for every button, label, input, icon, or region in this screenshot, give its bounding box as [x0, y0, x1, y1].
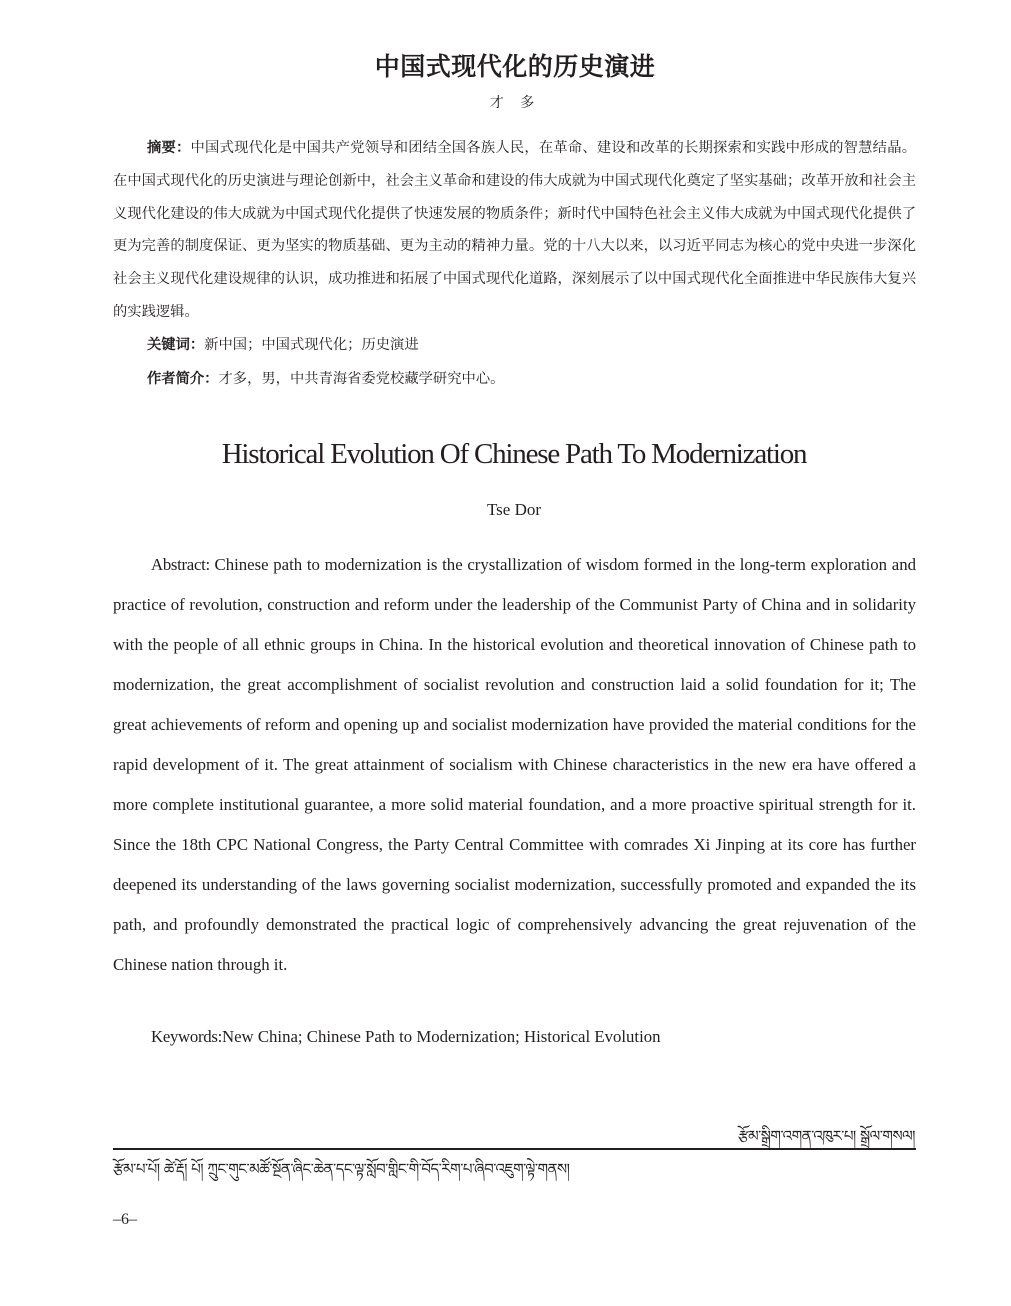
- english-keywords-text: New China; Chinese Path to Modernization; Historical Evolution: [221, 1027, 661, 1046]
- english-abstract: [113, 545, 916, 985]
- tibetan-title-line: རྩོམ་པ་པོ། ཚེ་རྡོ། པོ། ཀྲུང་གུང་མཚོ་སྔོན་ཞིང་ཆེན་དང་ལྟ་སློབ་གླིང་གི་བོད་རིག་པ་ཞིབ་འཇུག་ལྟེ་གནས།: [113, 1160, 570, 1178]
- chinese-abstract-text: 中国式现代化是中国共产党领导和团结全国各族人民，在革命、建设和改革的长期探索和实践中形成的智慧结晶。在中国式现代化的历史演进与理论创新中，社会主义革命和建设的伟大成就为中国式现代化奠定了坚实基础；改革开放和社会主义现代化建设的伟大成就为中国式现代化提供了快速发展的物质条件；新时代中国特色社会主义伟大成就为中国式现代化提供了更为完善的制度保证、更为坚实的物质基础、更为主动的精神力量。党的十八大以来，以习近平同志为核心的党中央进一步深化社会主义现代化建设规律的认识，成功推进和拓展了中国式现代化道路，深刻展示了以中国式现代化全面推进中华民族伟大复兴的实践逻辑。: [113, 140, 917, 320]
- footer-divider: [113, 1148, 916, 1150]
- tibetan-journal-line: རྩོམ་སྒྲིག་འགན་འཁུར་པ། སྒྲོལ་གསལ།: [737, 1127, 915, 1145]
- english-keywords-label: Keywords:: [151, 1027, 222, 1046]
- chinese-keywords-text: 新中国；中国式现代化；历史演进: [204, 337, 419, 353]
- english-abstract-label: Abstract:: [151, 555, 210, 574]
- chinese-author-intro-label: 作者简介：: [147, 371, 219, 387]
- english-abstract-text: Chinese path to modernization is the crystallization of wisdom formed in the long-term exploration and practice of revolution, construction and reform under the leadership of the Communist Party of China and in solidarity with the people of all ethnic groups in China. In the historical evolution and theoretical innovation of Chinese path to modernization, the great accomplishment of socialist revolution and construction laid a solid foundation for it; The great achievements of reform and opening up and socialist modernization have provided the material conditions for the rapid development of it. The great attainment of socialism with Chinese characteristics in the new era have offered a more complete institutional guarantee, a more solid material foundation, and a more proactive spiritual strength for it. Since the 18th CPC National Congress, the Party Central Committee with comrades Xi Jinping at its core has further deepened its understanding of the laws governing socialist modernization, successfully promoted and expanded the its path, and profoundly demonstrated the practical logic of comprehensively advancing the great rejuvenation of the Chinese nation through it.: [113, 555, 916, 974]
- chinese-abstract-label: 摘要：: [147, 140, 191, 156]
- chinese-author: 才 多: [489, 95, 541, 111]
- chinese-title: 中国式现代化的历史演进: [374, 51, 656, 81]
- chinese-author-intro-text: 才多，男，中共青海省委党校藏学研究中心。: [218, 371, 505, 387]
- chinese-keywords: [147, 334, 419, 354]
- chinese-author-intro: [147, 368, 504, 388]
- chinese-keywords-label: 关键词：: [147, 337, 205, 353]
- chinese-abstract: [113, 132, 916, 329]
- english-author: Tse Dor: [486, 500, 542, 519]
- english-title: Historical Evolution Of Chinese Path To Modernization: [221, 438, 807, 470]
- english-keywords: [151, 1027, 661, 1047]
- page-number: –6–: [113, 1211, 137, 1228]
